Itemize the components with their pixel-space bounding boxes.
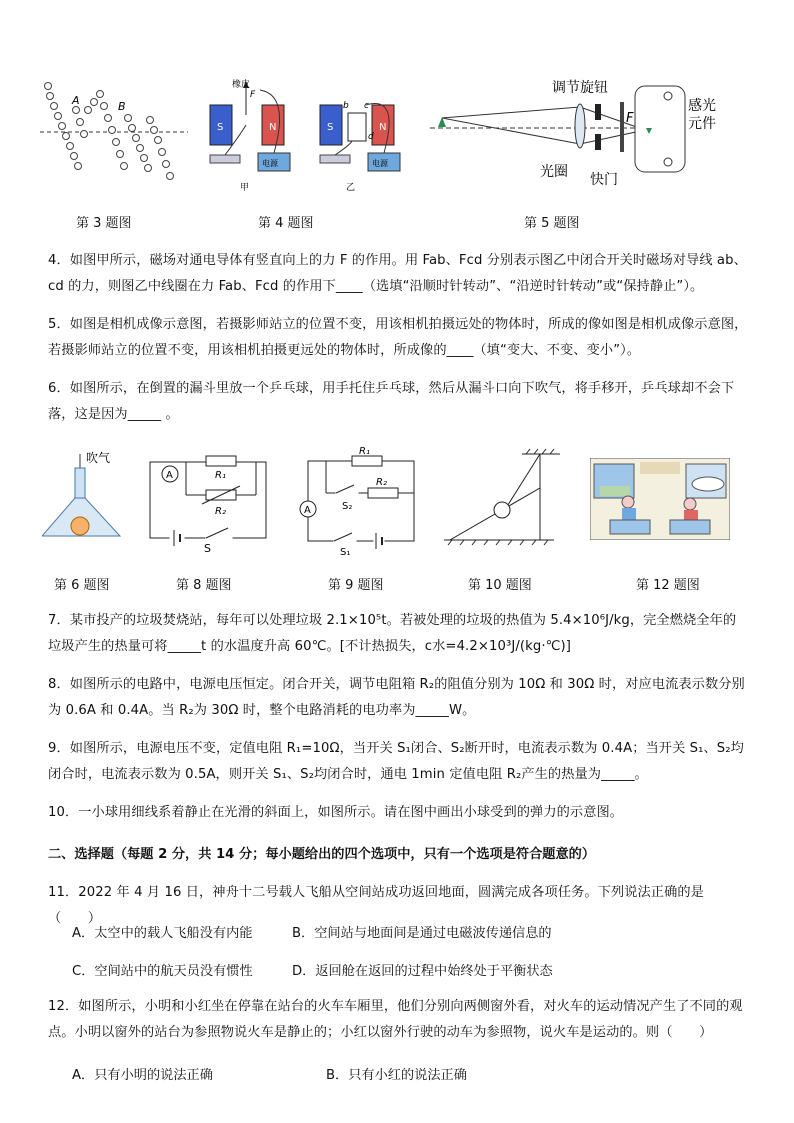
fig9-ammeter: A	[304, 505, 311, 516]
fig5-shutter: 快门	[590, 172, 618, 188]
q12-option-b: B．只有小红的说法正确	[326, 1068, 467, 1083]
fig9-r2: R₂	[376, 477, 387, 488]
question-10: 10．一小球用细线系着静止在光滑的斜面上，如图所示。请在图中画出小球受到的弹力的示意图。	[48, 805, 624, 820]
fig8-switch: S	[204, 542, 211, 555]
fig4-sub-a: 甲	[240, 183, 250, 193]
fig4-label-c: c	[364, 101, 369, 111]
figure-5	[430, 72, 730, 197]
question-12: 12．如图所示，小明和小红坐在停靠在站台的火车车厢里，他们分别向两侧窗外看，对火车的运动情况产生了不同的观点。小明以窗外的站台为参照物说火车是静止的；小红以窗外行驶的动车为参照物，说火车是运动的。则（ ）	[48, 999, 743, 1040]
q11-option-b: B．空间站与地面间是通过电磁波传递信息的	[292, 926, 552, 941]
question-6: 6．如图所示，在倒置的漏斗里放一个乒乓球，用手托住乒乓球，然后从漏斗口向下吹气，将手移开，乒乓球却不会下落，这是因为_____ 。	[48, 381, 735, 422]
q12-option-a: A．只有小明的说法正确	[72, 1068, 213, 1083]
fig8-ammeter: A	[166, 470, 173, 481]
q11-option-c: C．空间站中的航天员没有惯性	[72, 964, 253, 979]
figure-10	[444, 448, 564, 548]
q11-option-a: A．太空中的载人飞船没有内能	[72, 926, 253, 941]
fig5-aperture: 光圈	[540, 164, 568, 180]
fig6-caption: 第 6 题图	[54, 578, 110, 593]
figure-12	[590, 458, 730, 540]
figure-6	[42, 448, 132, 548]
fig12-caption: 第 12 题图	[636, 578, 700, 593]
fig9-r1: R₁	[359, 446, 370, 457]
fig3-caption: 第 3 题图	[76, 216, 132, 231]
question-11: 11．2022 年 4 月 16 日，神舟十二号载人飞船从空间站成功返回地面，圆满完成各项任务。下列说法正确的是（ ）	[48, 885, 704, 926]
fig8-r2: R₂	[215, 506, 226, 517]
fig4-force: F	[250, 90, 256, 100]
question-9: 9．如图所示，电源电压不变，定值电阻 R₁=10Ω，当开关 S₁闭合、S₂断开时，电流表示数为 0.4A；当开关 S₁、S₂均闭合时，电流表示数为 0.5A，则开关 S₁、S₂均闭合时，通电 1min 定值电阻 R₂产生的热量为_____。	[48, 741, 744, 782]
fig4-power-b: 电源	[372, 159, 388, 168]
fig4-power-a: 电源	[262, 159, 278, 168]
fig5-caption: 第 5 题图	[524, 216, 580, 231]
question-4: 4．如图甲所示，磁场对通电导体有竖直向上的力 F 的作用。用 Fab、Fcd 分别表示图乙中闭合开关时磁场对导线 ab、cd 的力，则图乙中线圈在力 Fab、Fcd 的作用下____（选填“沿顺时针转动”、“沿逆时针转动”或“保持静止”）。	[48, 253, 747, 294]
fig9-caption: 第 9 题图	[328, 578, 384, 593]
q11-option-d: D．返回舱在返回的过程中始终处于平衡状态	[292, 964, 553, 979]
fig4-label-b: b	[343, 101, 349, 111]
fig6-blow: 吹气	[86, 451, 111, 465]
fig8-caption: 第 8 题图	[176, 578, 232, 593]
fig3-label-b: B	[118, 100, 126, 113]
fig4-label-d: d	[368, 132, 374, 142]
question-5: 5．如图是相机成像示意图，若摄影师站立的位置不变，用该相机拍摄远处的物体时，所成的像如图是相机成像示意图，若摄影师站立的位置不变，用该相机拍摄更远处的物体时，所成像的____（填“变大、不变、变小”）。	[48, 317, 748, 358]
fig3-label-a: A	[72, 94, 80, 107]
fig5-knob: 调节旋钮	[552, 80, 608, 96]
fig8-r1: R₁	[215, 470, 226, 481]
fig4-sub-b: 乙	[346, 183, 356, 193]
question-8: 8．如图所示的电路中，电源电压恒定。闭合开关，调节电阻箱 R₂的阻值分别为 10Ω 和 30Ω 时，对应电流表示数分别为 0.6A 和 0.4A。当 R₂为 30Ω 时，整个电路消耗的电功率为_____W。	[48, 677, 745, 718]
fig4-pole-s-a: S	[217, 122, 224, 133]
fig9-s1: S₁	[340, 547, 351, 558]
figure-8	[140, 448, 280, 558]
fig5-sensor-2: 元件	[688, 116, 716, 132]
figure-9	[296, 445, 426, 560]
question-7: 7．某市投产的垃圾焚烧站，每年可以处理垃圾 2.1×10⁵t。若被处理的垃圾的热值为 5.4×10⁶J/kg，完全燃烧全年的垃圾产生的热量可将_____t 的水温度升高 60℃。[不计热损失，c水=4.2×10³J/(kg·℃)]	[48, 613, 737, 654]
fig5-focal: F	[626, 111, 634, 126]
fig4-pole-s-b: S	[327, 122, 334, 133]
fig4-eraser: 橡皮	[232, 80, 251, 90]
section-2-heading: 二、选择题（每题 2 分，共 14 分；每小题给出的四个选项中，只有一个选项是符合题意的）	[48, 847, 596, 862]
fig4-pole-n-b: N	[379, 122, 387, 133]
fig10-caption: 第 10 题图	[468, 578, 532, 593]
figure-3	[40, 80, 190, 190]
fig4-pole-n-a: N	[269, 122, 277, 133]
fig4-caption: 第 4 题图	[258, 216, 314, 231]
fig9-s2: S₂	[342, 501, 353, 512]
figure-4	[200, 75, 415, 195]
fig5-sensor-1: 感光	[688, 98, 716, 114]
